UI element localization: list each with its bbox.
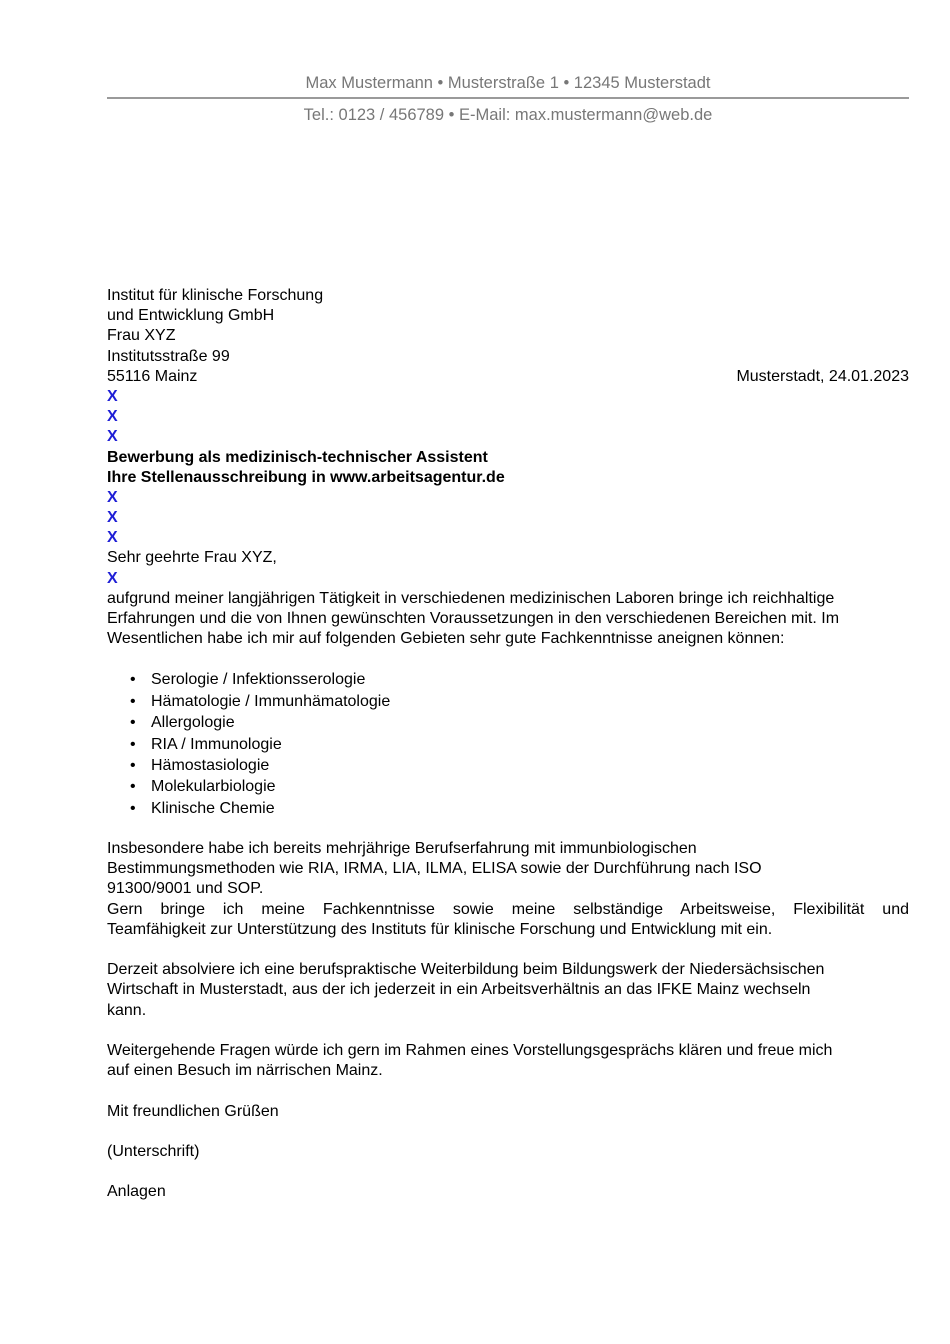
expertise-list [107, 669, 909, 819]
paragraph-line: Teamfähigkeit zur Unterstützung des Instituts für klinische Forschung und Entwicklung mit ein. [107, 920, 773, 938]
recipient-line: und Entwicklung GmbH [107, 307, 275, 325]
paragraph-line: Wirtschaft in Musterstadt, aus der ich jederzeit in ein Arbeitsverhältnis an das IFKE Mainz wechseln [107, 981, 811, 999]
closing: Mit freundlichen Grüßen [107, 1102, 279, 1120]
paragraph-line: kann. [107, 1001, 147, 1019]
list-item: • RIA / Immunologie [151, 734, 909, 755]
list-item: • Serologie / Infektionsserologie [151, 669, 909, 690]
interview-paragraph [107, 1041, 909, 1081]
spacer-marker: X [107, 387, 118, 405]
paragraph-line: Wesentlichen habe ich mir auf folgenden Gebieten sehr gute Fachkenntnisse aneignen können: [107, 630, 785, 648]
spacer-marker: X [107, 509, 118, 527]
training-paragraph [107, 960, 909, 1021]
signature-placeholder: (Unterschrift) [107, 1142, 200, 1160]
recipient-line: Frau XYZ [107, 327, 176, 345]
spacer-marker: X [107, 569, 118, 587]
intro-paragraph [107, 589, 909, 650]
recipient-line: 55116 Mainz [107, 367, 198, 385]
paragraph-line: aufgrund meiner langjährigen Tätigkeit in verschiedenen medizinischen Laboren bringe ich reichhaltige [107, 589, 835, 607]
experience-paragraph [107, 839, 909, 940]
paragraph-line: auf einen Besuch im närrischen Mainz. [107, 1062, 383, 1080]
spacer-marker: X [107, 428, 118, 446]
spacer-marker: X [107, 488, 118, 506]
paragraph-line: Erfahrungen und die von Ihnen gewünschten Voraussetzungen in den verschiedenen Bereichen mit. Im [107, 610, 840, 627]
recipient-line: Institutsstraße 99 [107, 347, 230, 365]
letterhead-name-address: Max Mustermann • Musterstraße 1 • 12345 Musterstadt [305, 74, 711, 92]
recipient-line: Institut für klinische Forschung [107, 287, 324, 304]
salutation: Sehr geehrte Frau XYZ, [107, 549, 277, 567]
subject-reference: Ihre Stellenausschreibung in www.arbeitsagentur.de [107, 468, 505, 486]
list-item: • Hämostasiologie [151, 755, 909, 776]
paragraph-line: Gern bringe ich meine Fachkenntnisse sowie meine selbständige Arbeitsweise, Flexibilität und [107, 900, 909, 918]
list-item: • Molekularbiologie [151, 776, 909, 797]
list-item: • Hämatologie / Immunhämatologie [151, 691, 909, 712]
letter-body [107, 286, 909, 1202]
enclosures: Anlagen [107, 1183, 166, 1201]
spacer-marker: X [107, 529, 118, 547]
paragraph-line: 91300/9001 und SOP. [107, 880, 264, 898]
letterhead-divider [107, 97, 909, 99]
paragraph-line: Weitergehende Fragen würde ich gern im Rahmen eines Vorstellungsgesprächs klären und freue mich [107, 1041, 833, 1059]
subject-line: Bewerbung als medizinisch-technischer Assistent [107, 448, 488, 466]
paragraph-line: Insbesondere habe ich bereits mehrjährige Berufserfahrung mit immunbiologischen [107, 840, 697, 858]
list-item: • Klinische Chemie [151, 798, 909, 819]
recipient-city-date-row [107, 367, 909, 387]
recipient-address [107, 286, 909, 387]
place-date: Musterstadt, 24.01.2023 [736, 367, 909, 385]
paragraph-line: Derzeit absolviere ich eine berufspraktische Weiterbildung beim Bildungswerk der Niedersächsischen [107, 961, 825, 979]
list-item: • Allergologie [151, 712, 909, 733]
spacer-marker: X [107, 408, 118, 426]
paragraph-line: Bestimmungsmethoden wie RIA, IRMA, LIA, ILMA, ELISA sowie der Durchführung nach ISO [107, 860, 762, 878]
letterhead-contact: Tel.: 0123 / 456789 • E-Mail: max.mustermann@web.de [303, 106, 713, 124]
